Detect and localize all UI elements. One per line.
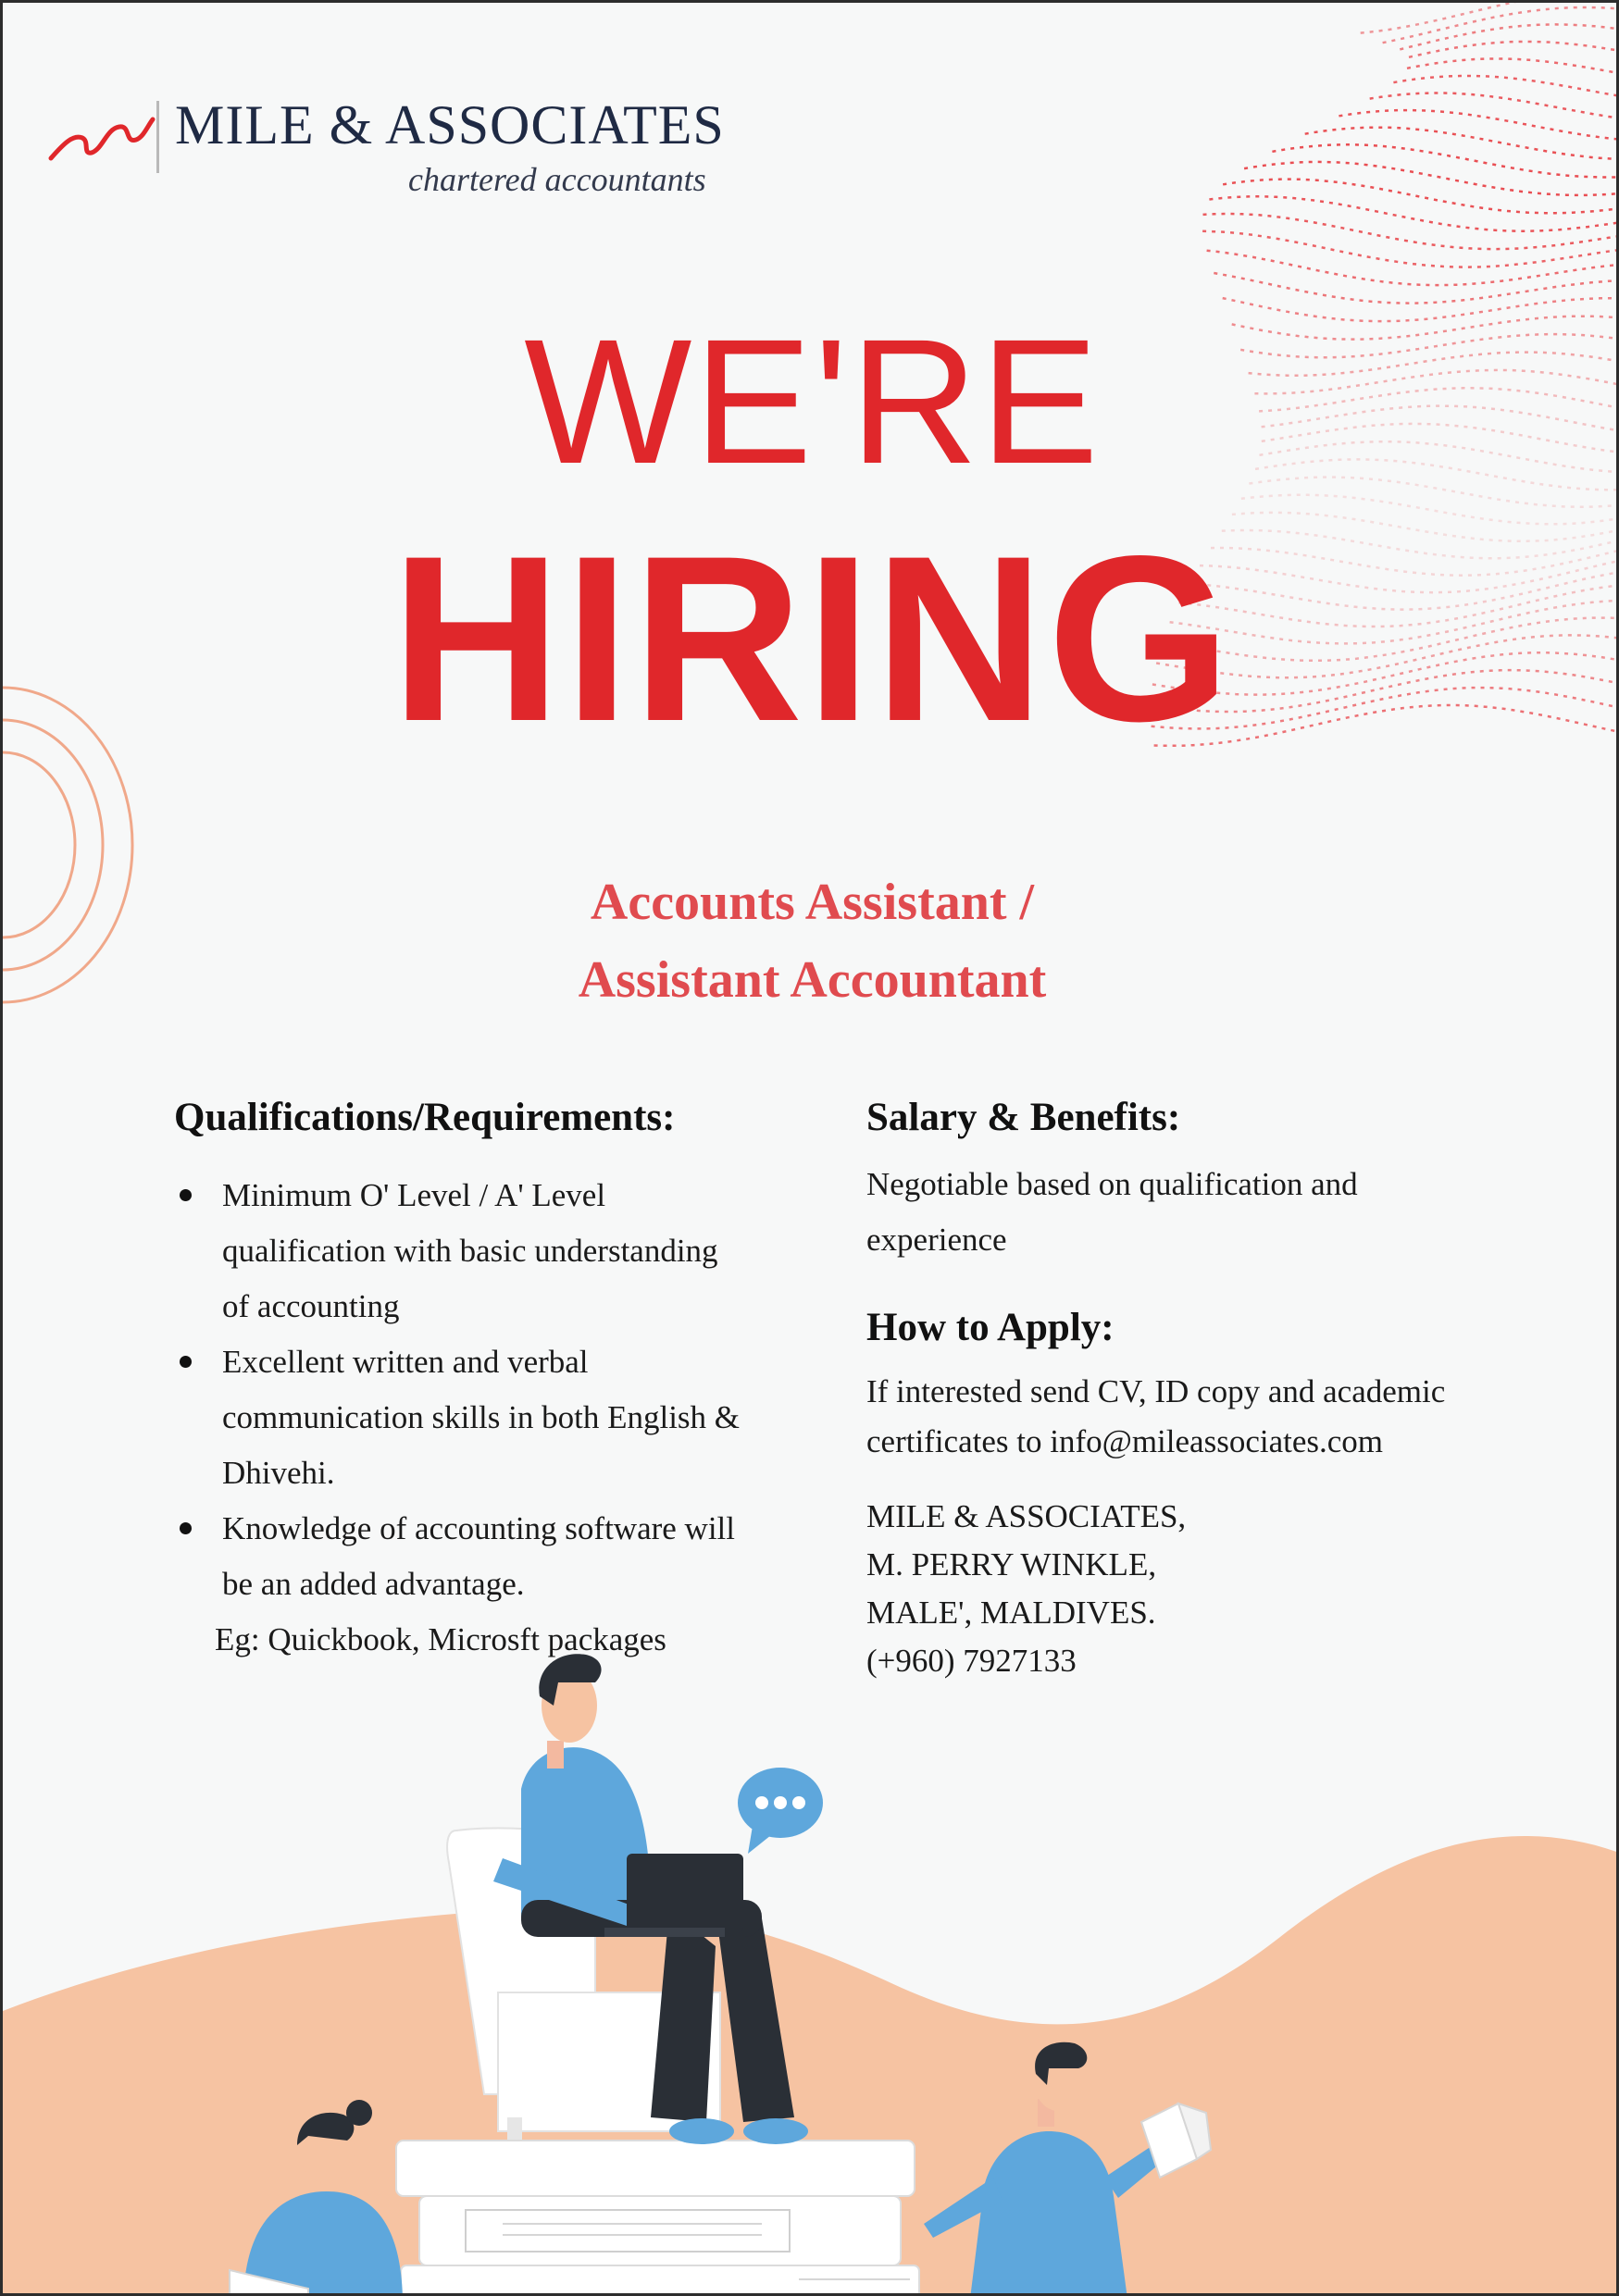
phone-number: (+960) 7927133 (866, 1643, 1077, 1679)
requirement-line: qualification with basic understanding (222, 1233, 718, 1269)
company-logo (45, 93, 749, 214)
requirement-line: Excellent written and verbal (222, 1344, 589, 1380)
job-title-line-1: Accounts Assistant / (590, 874, 1035, 931)
dot-wave-line (1223, 180, 1617, 214)
logo-m-icon (45, 106, 156, 171)
headline-were: WE'RE (524, 302, 1101, 501)
address-line: M. PERRY WINKLE, (866, 1546, 1157, 1582)
requirement-line: Knowledge of accounting software will (222, 1510, 736, 1546)
requirement-line: be an added advantage. (222, 1566, 525, 1602)
software-example: Eg: Quickbook, Microsft packages (215, 1621, 666, 1657)
dot-wave-line (1409, 42, 1619, 57)
qualifications-section (174, 1095, 822, 1668)
dot-wave-line (1407, 58, 1618, 73)
salary-line: Negotiable based on qualification and (866, 1166, 1358, 1202)
salary-text (866, 1157, 1514, 1268)
bullet-icon (180, 1356, 192, 1368)
apply-line: If interested send CV, ID copy and academic (866, 1373, 1446, 1409)
dot-wave-line (1272, 144, 1616, 177)
job-title (3, 863, 1619, 1019)
job-title-line-2: Assistant Accountant (578, 951, 1047, 1009)
requirement-line: Dhivehi. (222, 1455, 335, 1491)
address-line: MALE', MALDIVES. (866, 1595, 1156, 1631)
how-to-apply-heading: How to Apply: (866, 1306, 1115, 1349)
qualifications-heading: Qualifications/Requirements: (174, 1096, 676, 1139)
apply-text (866, 1367, 1514, 1467)
details-section (866, 1095, 1514, 1685)
requirement-item (174, 1501, 822, 1612)
book-stack (396, 2141, 919, 2296)
company-name: MILE & ASSOCIATES (175, 94, 725, 155)
dot-wave-line (1361, 3, 1619, 33)
company-address (866, 1493, 1514, 1685)
apply-email-line: certificates to info@mileassociates.com (866, 1423, 1384, 1459)
bullet-icon (180, 1189, 192, 1201)
requirement-line: communication skills in both English & (222, 1399, 741, 1435)
address-line: MILE & ASSOCIATES, (866, 1498, 1187, 1534)
dot-wave-line (1209, 196, 1619, 230)
salary-heading: Salary & Benefits: (866, 1096, 1181, 1139)
bullet-icon (180, 1522, 192, 1534)
dot-wave-line (1214, 273, 1619, 304)
requirement-item (174, 1334, 822, 1501)
requirement-line: of accounting (222, 1288, 400, 1324)
requirement-line: Minimum O' Level / A' Level (222, 1177, 606, 1213)
dot-wave-line (1207, 251, 1618, 285)
dot-wave-line (1339, 110, 1616, 139)
dot-wave-line (1241, 495, 1619, 525)
company-tagline: chartered accountants (408, 161, 706, 198)
salary-line: experience (866, 1222, 1007, 1258)
requirement-item (174, 1168, 822, 1334)
dot-wave-line (1202, 231, 1619, 267)
requirements-list (174, 1168, 822, 1612)
dot-wave-line (1370, 93, 1619, 118)
logo-divider (156, 101, 159, 173)
chat-bubble-icon (738, 1768, 823, 1854)
headline-hiring: HIRING (391, 507, 1234, 771)
